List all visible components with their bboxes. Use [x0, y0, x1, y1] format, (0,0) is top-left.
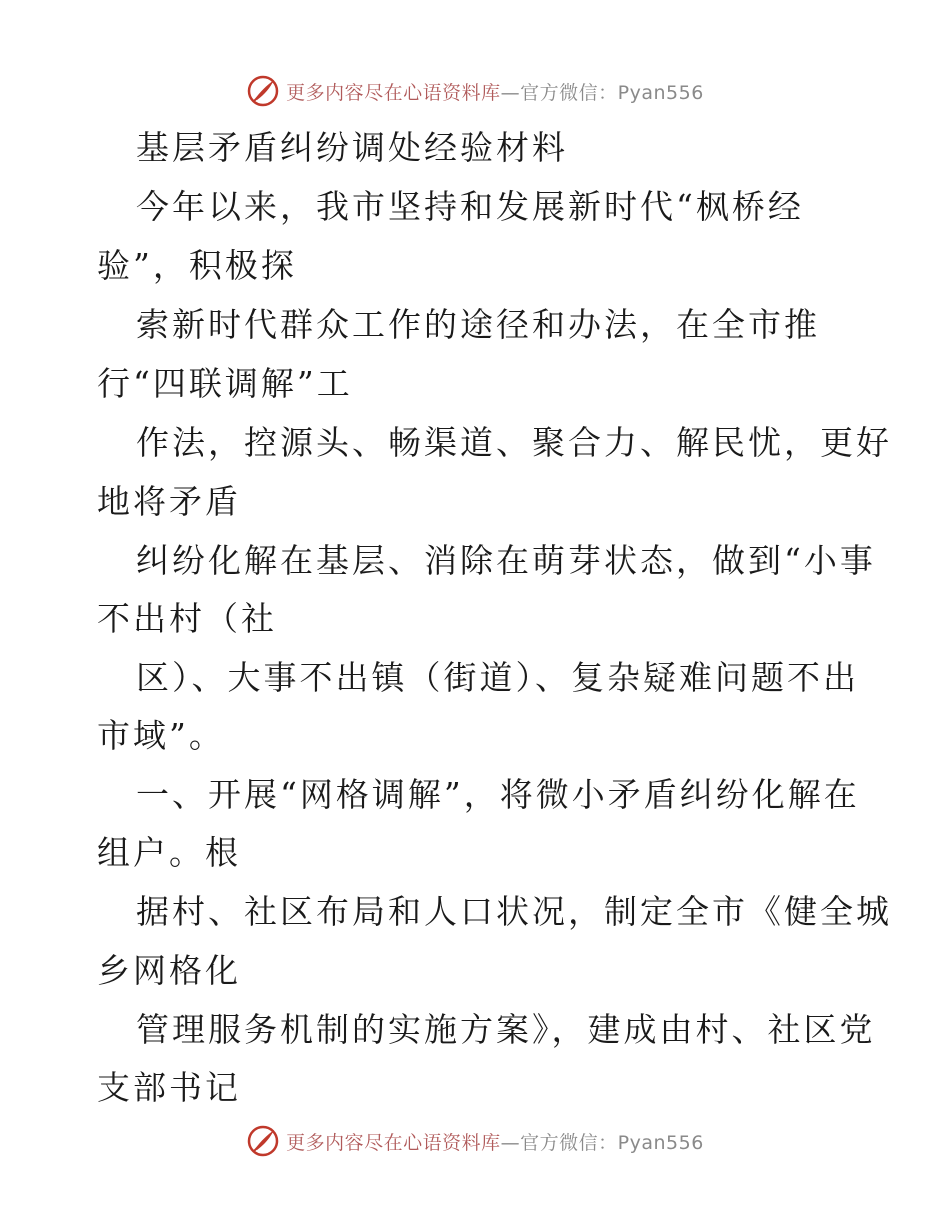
paragraph-line: 市域”。: [97, 716, 225, 755]
watermark-separator: —: [500, 81, 521, 104]
watermark-footer: [0, 1124, 950, 1158]
paragraph-line: 行“四联调解”工: [97, 364, 353, 403]
paragraph-line: 据村、社区布局和人口状况，制定全市《健全城: [136, 892, 892, 931]
watermark-text: [286, 1128, 704, 1155]
section-heading-line: 一、开展“网格调解”，将微小矛盾纠纷化解在: [136, 775, 860, 814]
paragraph-line: 作法，控源头、畅渠道、聚合力、解民忧，更好: [136, 423, 892, 462]
quill-logo-icon: [246, 1124, 280, 1158]
paragraph-line: 乡网格化: [97, 951, 241, 990]
watermark-separator: —: [500, 1131, 521, 1154]
watermark-contact: 官方微信：Pyan556: [520, 1131, 704, 1154]
paragraph-line: 纠纷化解在基层、消除在萌芽状态，做到“小事: [136, 541, 876, 580]
watermark-brand: 更多内容尽在心语资料库: [286, 81, 501, 104]
paragraph-line: 管理服务机制的实施方案》，建成由村、社区党: [136, 1010, 876, 1049]
watermark-text: [286, 78, 704, 105]
paragraph-line: 今年以来，我市坚持和发展新时代“枫桥经: [136, 187, 804, 226]
paragraph-line: 不出村（社: [97, 599, 277, 638]
watermark-contact: 官方微信：Pyan556: [520, 81, 704, 104]
quill-logo-icon: [246, 74, 280, 108]
paragraph-line: 区）、大事不出镇（街道）、复杂疑难问题不出: [136, 658, 859, 697]
paragraph-line: 组户。根: [97, 833, 241, 872]
paragraph-line: 索新时代群众工作的途径和办法，在全市推: [136, 305, 820, 344]
document-title: 基层矛盾纠纷调处经验材料: [136, 128, 568, 167]
paragraph-line: 支部书记: [97, 1068, 241, 1107]
paragraph-line: 验”，积极探: [97, 246, 297, 285]
watermark-header: [0, 74, 950, 108]
paragraph-line: 地将矛盾: [97, 482, 241, 521]
watermark-brand: 更多内容尽在心语资料库: [286, 1131, 501, 1154]
